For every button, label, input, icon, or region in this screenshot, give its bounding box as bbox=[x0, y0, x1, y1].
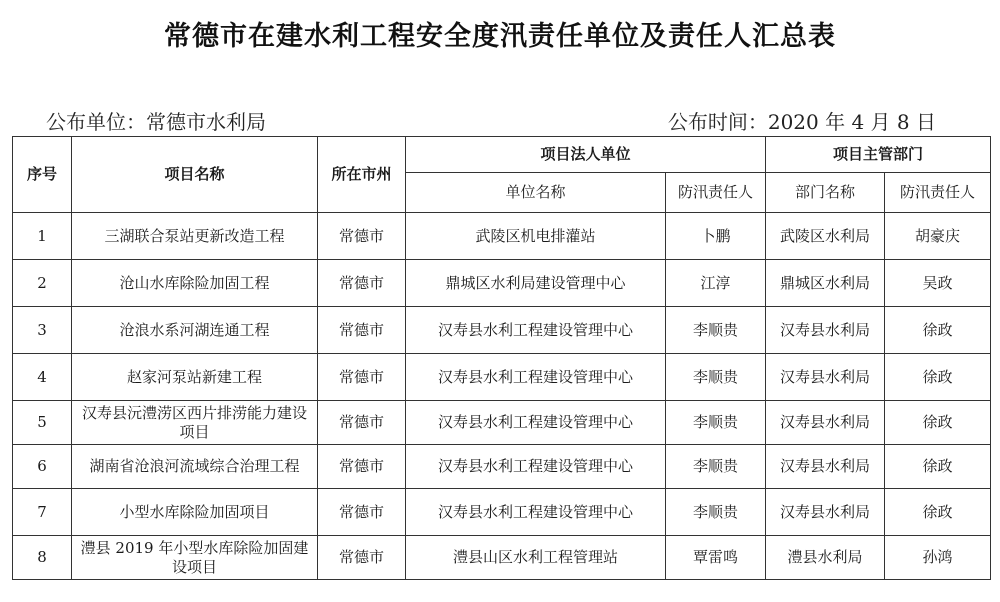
cell-project-name: 沧山水库除险加固工程 bbox=[72, 260, 318, 307]
header-unit-name: 单位名称 bbox=[406, 173, 666, 213]
cell-city: 常德市 bbox=[318, 489, 406, 536]
cell-unit-name: 汉寿县水利工程建设管理中心 bbox=[406, 354, 666, 401]
cell-city: 常德市 bbox=[318, 354, 406, 401]
cell-project-name: 湖南省沧浪河流域综合治理工程 bbox=[72, 445, 318, 489]
cell-no: 3 bbox=[13, 307, 72, 354]
header-dept-group: 项目主管部门 bbox=[766, 137, 991, 173]
header-unit-flood-person: 防汛责任人 bbox=[666, 173, 766, 213]
cell-dept-name: 武陵区水利局 bbox=[766, 213, 885, 260]
cell-no: 5 bbox=[13, 401, 72, 445]
cell-unit-person: 卜鹏 bbox=[666, 213, 766, 260]
table-row bbox=[13, 307, 991, 354]
cell-project-name: 小型水库除险加固项目 bbox=[72, 489, 318, 536]
cell-project-name: 澧县 2019 年小型水库除险加固建设项目 bbox=[72, 536, 318, 580]
cell-dept-person: 孙鸿 bbox=[885, 536, 991, 580]
header-dept-flood-person: 防汛责任人 bbox=[885, 173, 991, 213]
cell-unit-person: 李顺贵 bbox=[666, 307, 766, 354]
cell-no: 1 bbox=[13, 213, 72, 260]
cell-city: 常德市 bbox=[318, 213, 406, 260]
cell-unit-person: 李顺贵 bbox=[666, 445, 766, 489]
table-row bbox=[13, 354, 991, 401]
publish-time-text: 公布时间：2020 年 4 月 8 日 bbox=[667, 110, 936, 134]
cell-unit-name: 汉寿县水利工程建设管理中心 bbox=[406, 401, 666, 445]
cell-dept-person: 徐政 bbox=[885, 489, 991, 536]
table-row bbox=[13, 536, 991, 580]
cell-unit-name: 武陵区机电排灌站 bbox=[406, 213, 666, 260]
cell-project-name: 赵家河泵站新建工程 bbox=[72, 354, 318, 401]
cell-dept-person: 吴政 bbox=[885, 260, 991, 307]
cell-dept-person: 徐政 bbox=[885, 445, 991, 489]
cell-dept-name: 澧县水利局 bbox=[766, 536, 885, 580]
cell-unit-person: 李顺贵 bbox=[666, 489, 766, 536]
summary-table bbox=[12, 136, 991, 580]
header-city: 所在市州 bbox=[318, 137, 406, 213]
table-row bbox=[13, 401, 991, 445]
cell-unit-person: 覃雷鸣 bbox=[666, 536, 766, 580]
publisher-text: 公布单位：常德市水利局 bbox=[46, 110, 266, 134]
cell-dept-person: 胡豪庆 bbox=[885, 213, 991, 260]
cell-unit-person: 江淳 bbox=[666, 260, 766, 307]
cell-dept-person: 徐政 bbox=[885, 307, 991, 354]
cell-no: 4 bbox=[13, 354, 72, 401]
cell-no: 2 bbox=[13, 260, 72, 307]
table-row bbox=[13, 213, 991, 260]
page-title: 常德市在建水利工程安全度汛责任单位及责任人汇总表 bbox=[164, 21, 836, 52]
cell-unit-name: 汉寿县水利工程建设管理中心 bbox=[406, 307, 666, 354]
cell-no: 7 bbox=[13, 489, 72, 536]
cell-city: 常德市 bbox=[318, 445, 406, 489]
cell-city: 常德市 bbox=[318, 307, 406, 354]
cell-unit-person: 李顺贵 bbox=[666, 401, 766, 445]
table-row bbox=[13, 260, 991, 307]
cell-dept-person: 徐政 bbox=[885, 354, 991, 401]
header-dept-name: 部门名称 bbox=[766, 173, 885, 213]
table-row bbox=[13, 445, 991, 489]
cell-city: 常德市 bbox=[318, 536, 406, 580]
cell-dept-name: 汉寿县水利局 bbox=[766, 489, 885, 536]
cell-project-name: 三湖联合泵站更新改造工程 bbox=[72, 213, 318, 260]
cell-project-name: 沧浪水系河湖连通工程 bbox=[72, 307, 318, 354]
cell-unit-name: 汉寿县水利工程建设管理中心 bbox=[406, 445, 666, 489]
cell-dept-name: 汉寿县水利局 bbox=[766, 354, 885, 401]
cell-dept-name: 汉寿县水利局 bbox=[766, 445, 885, 489]
header-project-name: 项目名称 bbox=[72, 137, 318, 213]
cell-no: 6 bbox=[13, 445, 72, 489]
header-legal-unit-group: 项目法人单位 bbox=[406, 137, 766, 173]
cell-unit-name: 澧县山区水利工程管理站 bbox=[406, 536, 666, 580]
cell-city: 常德市 bbox=[318, 260, 406, 307]
cell-dept-name: 汉寿县水利局 bbox=[766, 307, 885, 354]
cell-unit-person: 李顺贵 bbox=[666, 354, 766, 401]
header-no: 序号 bbox=[13, 137, 72, 213]
cell-project-name: 汉寿县沅澧涝区西片排涝能力建设项目 bbox=[72, 401, 318, 445]
cell-dept-name: 鼎城区水利局 bbox=[766, 260, 885, 307]
cell-dept-name: 汉寿县水利局 bbox=[766, 401, 885, 445]
cell-unit-name: 鼎城区水利局建设管理中心 bbox=[406, 260, 666, 307]
cell-dept-person: 徐政 bbox=[885, 401, 991, 445]
cell-unit-name: 汉寿县水利工程建设管理中心 bbox=[406, 489, 666, 536]
table-row bbox=[13, 489, 991, 536]
cell-city: 常德市 bbox=[318, 401, 406, 445]
cell-no: 8 bbox=[13, 536, 72, 580]
